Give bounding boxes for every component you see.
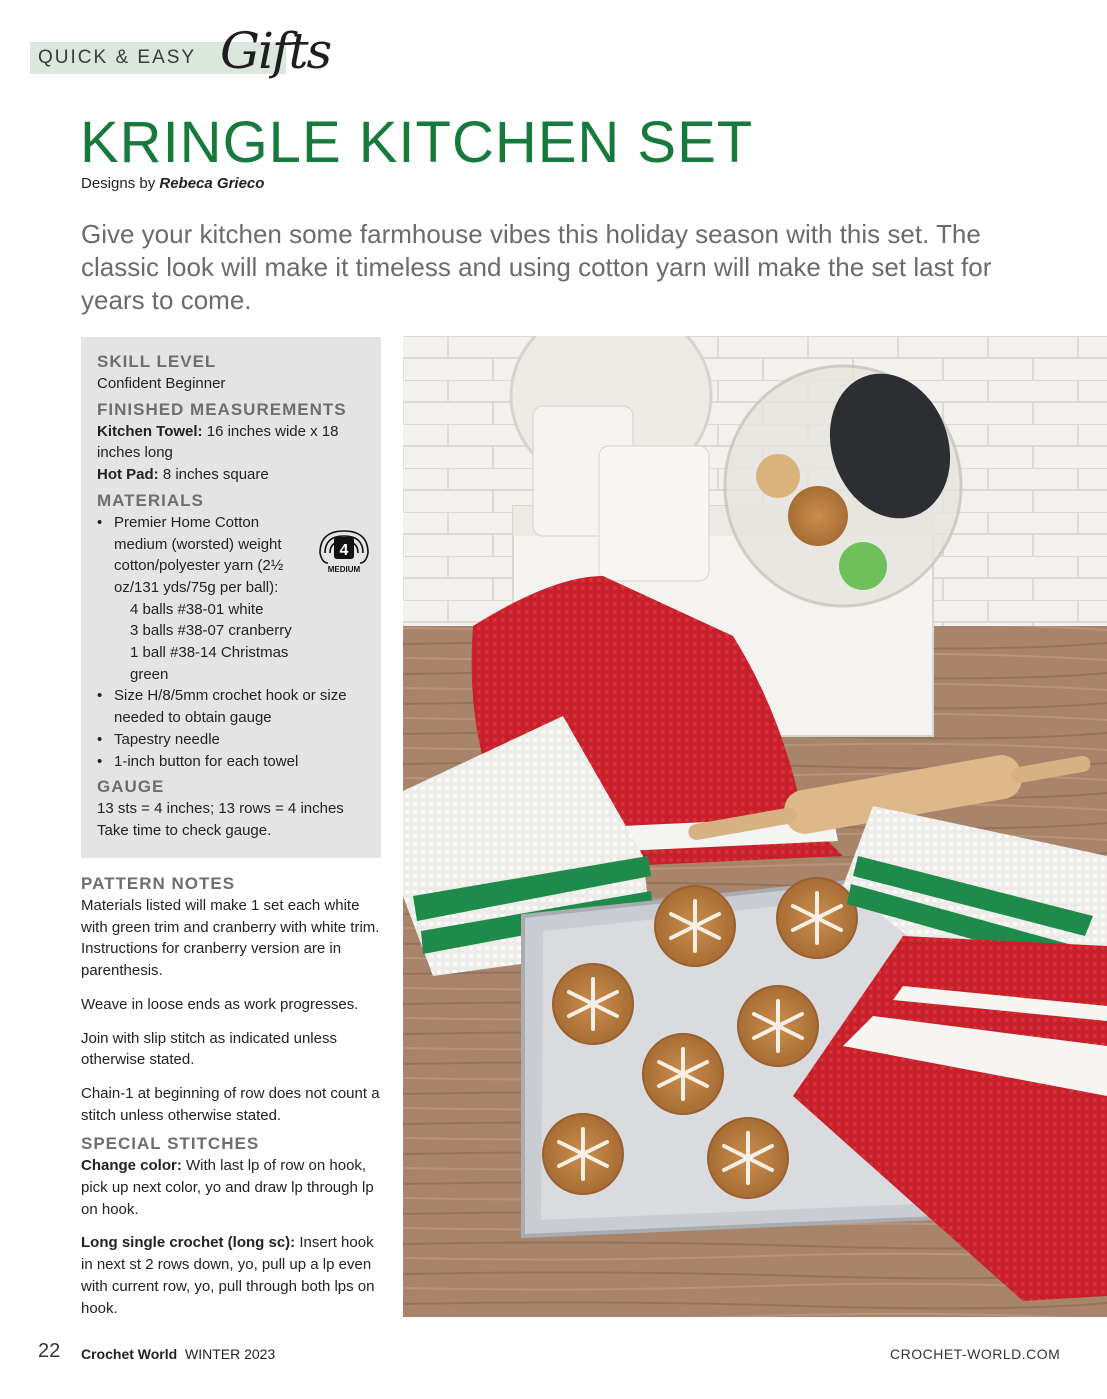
- product-photo: [403, 336, 1107, 1317]
- gauge-line: 13 sts = 4 inches; 13 rows = 4 inches: [97, 800, 344, 818]
- towel-value: 16 inches wide x 18 inches long: [97, 422, 339, 462]
- gauge-note: Take time to check gauge.: [97, 821, 272, 839]
- note-paragraph: Weave in loose ends as work progresses.: [81, 995, 359, 1013]
- stitch-name: Long single crochet (long sc):: [81, 1234, 296, 1252]
- designer-name: Rebeca Grieco: [159, 175, 265, 192]
- section-tag-script: Gifts: [220, 22, 331, 80]
- yarn-ball-line: 3 balls #38-07 cranberry: [130, 622, 292, 640]
- stitch-change-color: [81, 1155, 381, 1220]
- stitch-name: Change color:: [81, 1157, 182, 1175]
- designer-prefix: Designs by: [81, 175, 160, 192]
- specs-sidebar: [81, 337, 381, 858]
- stitch-description: Insert hook in next st 2 rows down, yo, pull up a lp even with current row, yo, pull through both lps on hook.: [81, 1234, 375, 1317]
- yarn-ball-line: 1 ball #38-14 Christmas green: [130, 644, 289, 683]
- section-tag-label: QUICK & EASY: [38, 47, 197, 68]
- gauge-heading: GAUGE: [97, 777, 165, 797]
- materials-heading: MATERIALS: [97, 490, 204, 510]
- hotpad-measurement: [97, 464, 372, 486]
- magazine-info: [81, 1346, 275, 1362]
- note-paragraph: Join with slip stitch as indicated unless otherwise stated.: [81, 1029, 337, 1069]
- material-item: • Size H/8/5mm crochet hook or size needed to obtain gauge: [97, 685, 372, 728]
- towel-label: Kitchen Towel:: [97, 422, 203, 440]
- issue-label: WINTER 2023: [184, 1346, 276, 1362]
- article-title: KRINGLE KITCHEN SET: [80, 110, 754, 175]
- pattern-notes-column: [81, 873, 381, 1331]
- towel-measurement: [97, 421, 342, 464]
- material-item: [97, 512, 314, 686]
- pattern-notes-heading: PATTERN NOTES: [81, 874, 236, 893]
- website-url: CROCHET-WORLD.COM: [890, 1346, 1061, 1362]
- stitch-long-sc: [81, 1232, 381, 1319]
- section-tag: [30, 22, 331, 80]
- hotpad-value: 8 inches square: [158, 466, 269, 484]
- note-paragraph: Materials listed will make 1 set each white with green trim and cranberry with white trim. Instructions for cranberry version are in parenthesis.: [81, 897, 380, 980]
- material-item: • 1-inch button for each towel: [97, 751, 372, 773]
- note-paragraph: Chain-1 at beginning of row does not count a stitch unless otherwise stated.: [81, 1084, 380, 1124]
- material-item: • Tapestry needle: [97, 729, 372, 751]
- intro-text: Give your kitchen some farmhouse vibes this holiday season with this set. The classic look will make it timeless and using cotton yarn will make the set last for years to come.: [81, 219, 992, 315]
- measurements-heading: FINISHED MEASUREMENTS: [97, 399, 347, 419]
- stitch-description: With last lp of row on hook, pick up next color, yo and draw lp through lp on hook.: [81, 1157, 374, 1218]
- special-stitches-heading: SPECIAL STITCHES: [81, 1134, 260, 1154]
- skill-heading: SKILL LEVEL: [97, 352, 217, 371]
- yarn-ball-line: 4 balls #38-01 white: [130, 600, 264, 618]
- magazine-name: Crochet World: [81, 1346, 178, 1362]
- designer-credit: [81, 175, 264, 192]
- skill-value: Confident Beginner: [97, 375, 226, 392]
- yarn-weight-icon: [316, 527, 372, 575]
- hotpad-label: Hot Pad:: [97, 466, 159, 484]
- material-yarn: Premier Home Cotton medium (worsted) weight cotton/polyester yarn (2½ oz/131 yds/75g per ball):: [114, 513, 284, 596]
- page-number: 22: [38, 1340, 61, 1362]
- yarn-weight-label: MEDIUM: [327, 565, 361, 574]
- yarn-weight-number: 4: [339, 542, 349, 559]
